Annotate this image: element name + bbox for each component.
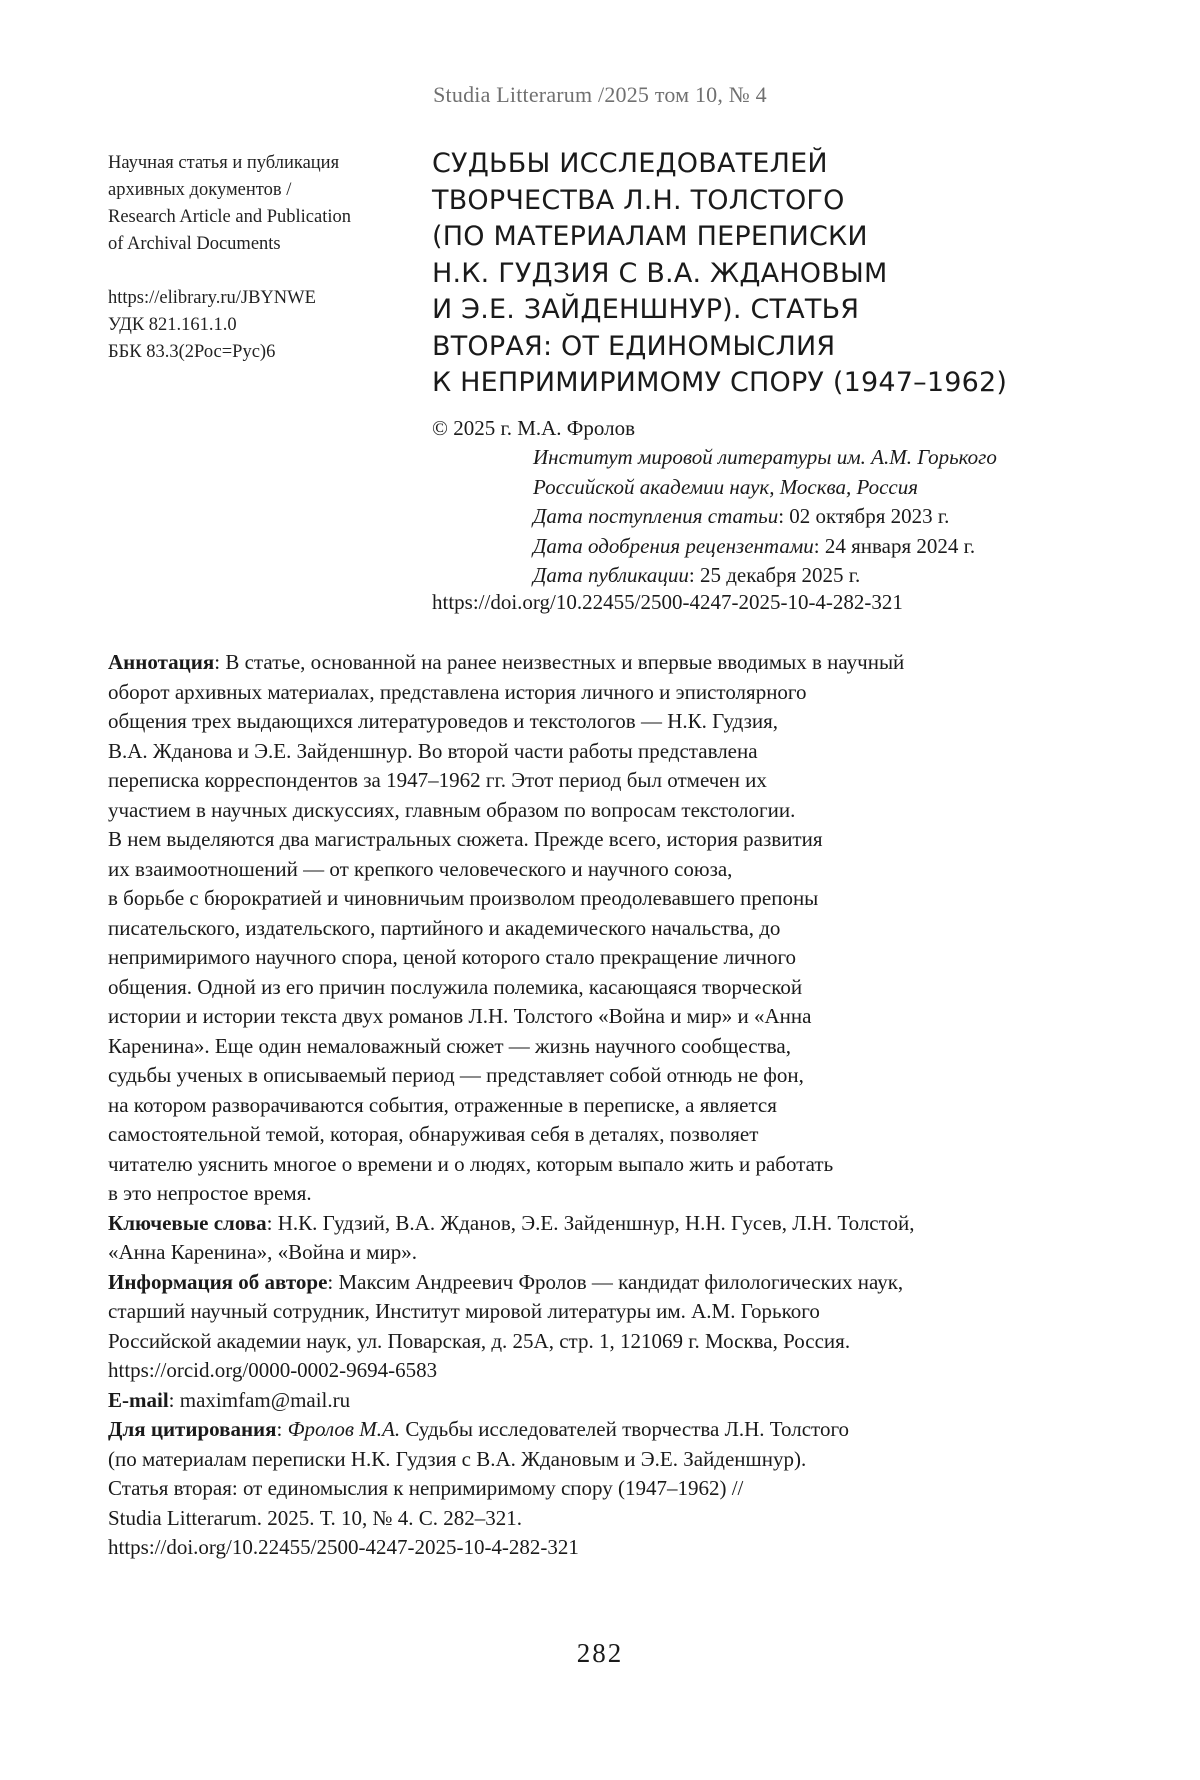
title-line: ВТОРАЯ: ОТ ЕДИНОМЫСЛИЯ	[432, 330, 836, 362]
title-line: Н.К. ГУДЗИЯ С В.А. ЖДАНОВЫМ	[432, 257, 888, 289]
bbk-code: ББК 83.3(2Рос=Рус)6	[108, 342, 276, 362]
article-type-line: Research Article and Publication	[108, 207, 351, 227]
title-line: СУДЬБЫ ИССЛЕДОВАТЕЛЕЙ	[432, 148, 828, 179]
page-number: 282	[576, 1638, 624, 1668]
citation-label: Для цитирования	[108, 1417, 277, 1441]
doi-link[interactable]: https://doi.org/10.22455/2500-4247-2025-10-4-282-321	[432, 590, 903, 614]
keywords-label: Ключевые слова	[108, 1210, 267, 1235]
article-metadata	[108, 648, 1068, 1563]
citation: Для цитирования: Фролов М.А. Судьбы исследователей творчества Л.Н. Толстого (по материалам переписки Н.К. Гудзия с В.А. Ждановым и Э.Е. Зайденшнур). Статья вторая: от единомыслия к непримиримому спору (1947–1962) // Studia Litterarum. 2025. Т. 10, № 4. С. 282–321. https://doi.org/10.22455/2500-4247-2025-10-4-282-321	[108, 1415, 1068, 1563]
abstract-label: Аннотация	[108, 650, 215, 674]
orcid-link[interactable]: https://orcid.org/0000-0002-9694-6583	[108, 1358, 438, 1382]
citation-doi-link[interactable]: https://doi.org/10.22455/2500-4247-2025-10-4-282-321	[108, 1535, 579, 1559]
affiliation-line: Институт мировой литературы им. А.М. Горького	[533, 445, 997, 469]
article-title	[432, 146, 1112, 402]
published-date: Дата публикации: 25 декабря 2025 г.	[533, 563, 861, 587]
email-line	[108, 1386, 1068, 1416]
author-info: Информация об авторе: Максим Андреевич Фролов — кандидат филологических наук, старший научный сотрудник, Институт мировой литературы им. А.М. Горького Российской академии наук, ул. Поварская, д. 25А, стр. 1, 121069 г. Москва, Россия. https://orcid.org/0000-0002-9694-6583	[108, 1268, 1068, 1386]
article-type-line: of Archival Documents	[108, 234, 281, 254]
approved-date: Дата одобрения рецензентами: 24 января 2024 г.	[533, 533, 976, 558]
received-date: Дата поступления статьи: 02 октября 2023 г.	[533, 504, 950, 528]
elibrary-link[interactable]: https://elibrary.ru/JBYNWE	[108, 288, 316, 308]
author-byline: © 2025 г. М.А. Фролов	[432, 416, 635, 440]
email-label: E-mail	[108, 1387, 169, 1412]
running-header: Studia Litterarum /2025 том 10, № 4	[433, 82, 767, 107]
article-type-line: Научная статья и публикация	[108, 153, 340, 173]
affiliation-line: Российской академии наук, Москва, Россия	[533, 474, 919, 499]
article-type-line: архивных документов /	[108, 180, 292, 200]
keywords: Ключевые слова: Н.К. Гудзий, В.А. Жданов, Э.Е. Зайденшнур, Н.Н. Гусев, Л.Н. Толстой, «Анна Каренина», «Война и мир».	[108, 1210, 915, 1264]
article-info-sidebar	[108, 150, 408, 366]
title-line: К НЕПРИМИРИМОМУ СПОРУ (1947–1962)	[432, 367, 1008, 398]
title-line: И Э.Е. ЗАЙДЕНШНУР). СТАТЬЯ	[432, 294, 860, 325]
author-info-label: Информация об авторе	[108, 1269, 328, 1294]
title-line: (ПО МАТЕРИАЛАМ ПЕРЕПИСКИ	[432, 221, 868, 252]
title-line: ТВОРЧЕСТВА Л.Н. ТОЛСТОГО	[432, 184, 845, 216]
abstract: Аннотация: В статье, основанной на ранее неизвестных и впервые вводимых в научный оборот архивных материалах, представлена история личного и эпистолярного общения трех выдающихся литературоведов и текстологов — Н.К. Гудзия, В.А. Жданова и Э.Е. Зайденшнур. Во второй части работы представлена переписка корреспондентов за 1947–1962 гг. Этот период был отмечен их участием в научных дискуссиях, главным образом по вопросам текстологии. В нем выделяются два магистральных сюжета. Прежде всего, история развития их взаимоотношений — от крепкого человеческого и научного союза, в борьбе с бюрократией и чиновничьим произволом преодолевавшего препоны писательского, издательского, партийного и академического начальства, до непримиримого научного спора, ценой которого стало прекращение личного общения. Одной из его причин послужила полемика, касающаяся творческой истории и истории текста двух романов Л.Н. Толстого «Война и мир» и «Анна Каренина». Еще один немаловажный сюжет — жизнь научного сообщества, судьбы ученых в описываемый период — представляет собой отнюдь не фон, на котором разворачиваются события, отраженные в переписке, а является самостоятельной темой, которая, обнаруживая себя в деталях, позволяет читателю уяснить многое о времени и о людях, которым выпало жить и работать в это непростое время.	[108, 650, 905, 1205]
email-address[interactable]: : maximfam@mail.ru	[168, 1387, 351, 1412]
udk-code: УДК 821.161.1.0	[108, 315, 237, 335]
affiliation-block	[533, 443, 1153, 591]
